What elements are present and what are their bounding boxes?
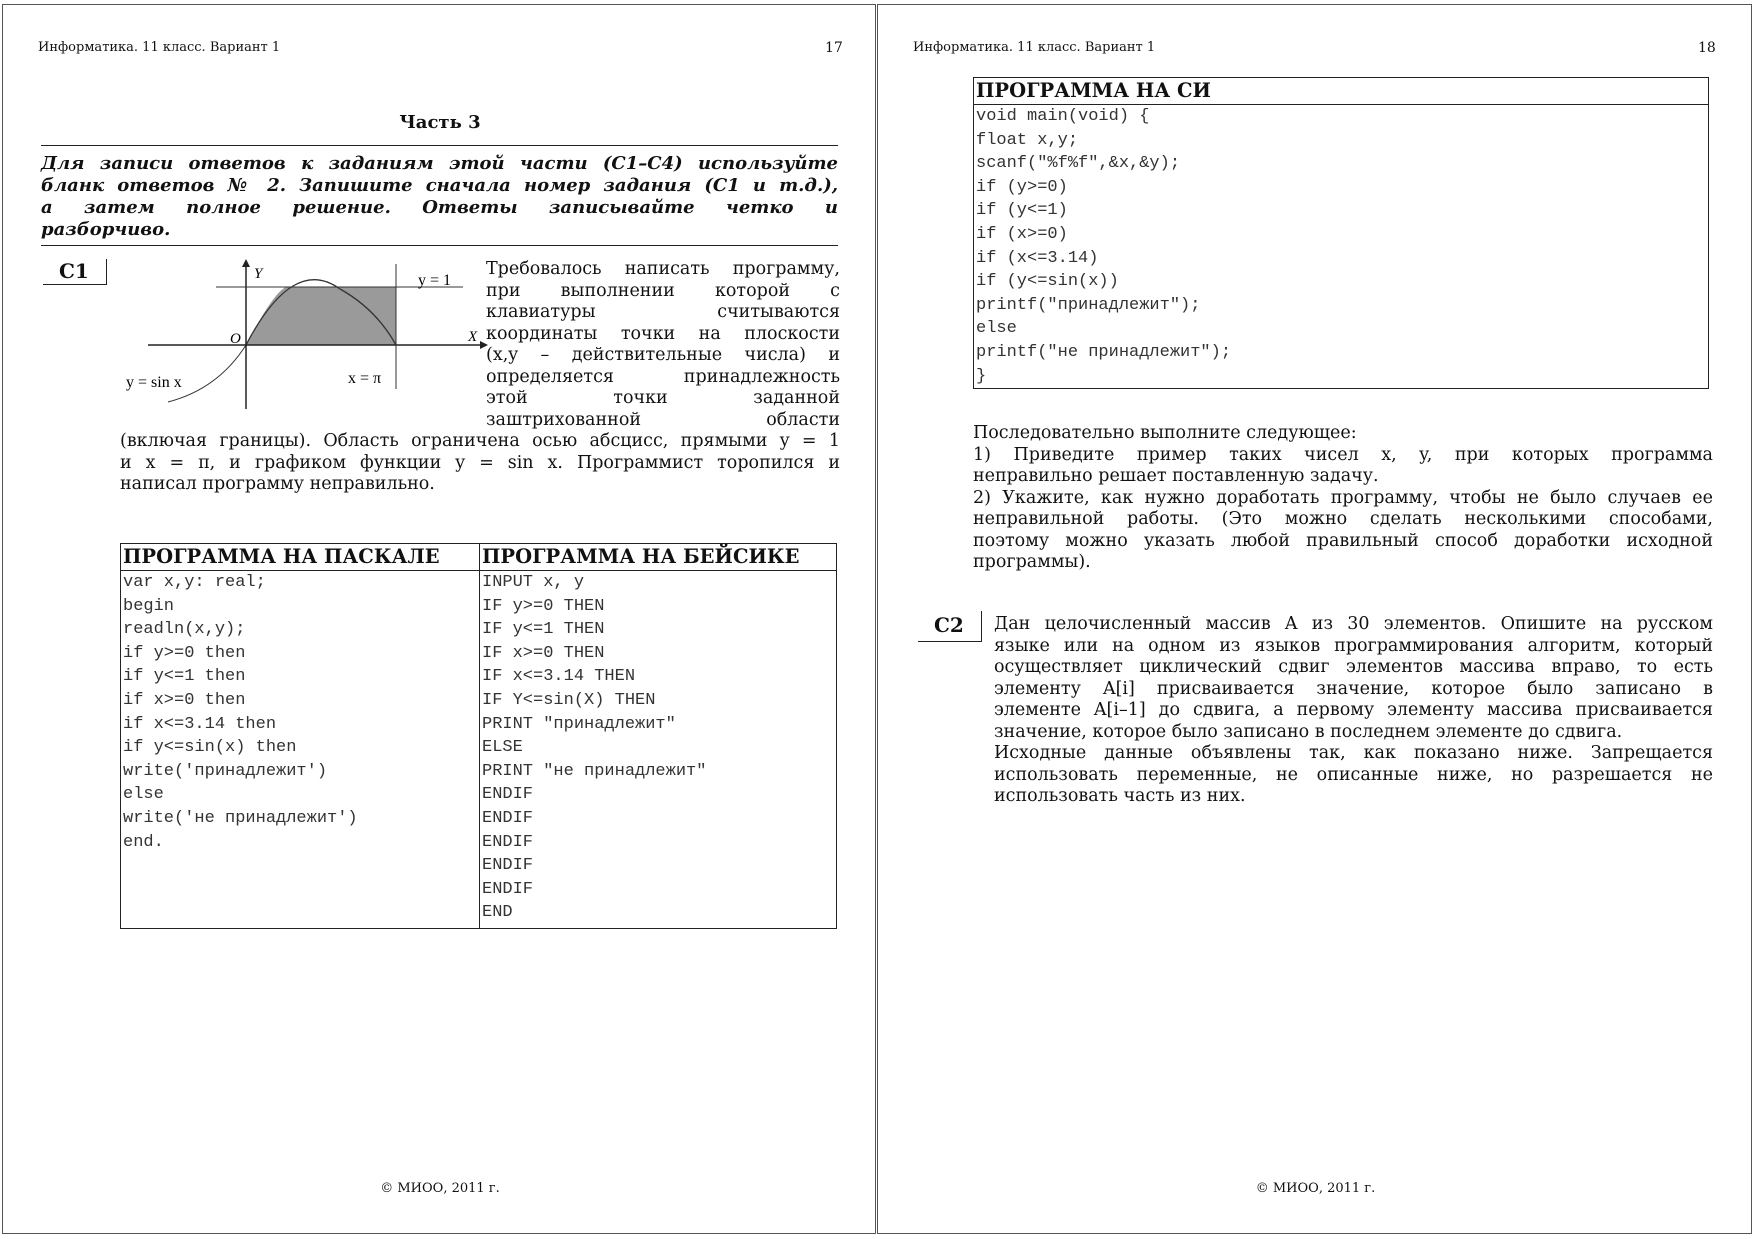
divider-bottom: [41, 245, 838, 246]
pascal-basic-table: [120, 543, 837, 929]
code-line: ELSE: [482, 738, 523, 758]
y-axis-label: Y: [254, 266, 263, 282]
step-line: 1) Приведите пример таких чисел x, y, при которых программа: [973, 444, 1713, 465]
task-label-c1: С1: [43, 259, 107, 285]
code-line: ENDIF: [482, 879, 534, 899]
c1-side-text: [486, 259, 840, 431]
page-number: 18: [1698, 40, 1716, 56]
code-line: end.: [123, 832, 164, 852]
instructions: [41, 153, 838, 241]
right-page: [877, 4, 1752, 1234]
c-program-table: [973, 77, 1709, 389]
divider-top: [41, 145, 838, 146]
c2-text-line: элементе A[i–1] до сдвига, а первому элементу массива присваивается: [994, 700, 1713, 720]
code-line: IF y<=1 THEN: [482, 620, 605, 640]
c-header: ПРОГРАММА НА СИ: [974, 78, 1709, 105]
c1-text-line: заштрихованной области: [486, 409, 840, 430]
code-line: if y<=sin(x) then: [123, 738, 297, 758]
c1-text-line: координаты точки на плоскости: [486, 323, 840, 344]
step-line: программы).: [973, 552, 1091, 572]
basic-header: ПРОГРАММА НА БЕЙСИКЕ: [480, 544, 837, 571]
code-line: INPUT x, y: [482, 573, 585, 592]
c1-text-line: при выполнении которой с: [486, 280, 840, 301]
code-line: if (x<=3.14): [976, 248, 1099, 268]
shaded-region: [246, 287, 396, 345]
instructions-line: а затем полное решение. Ответы записывайте четко и: [41, 197, 838, 218]
task-label-c2: С2: [918, 611, 982, 642]
origin-label: O: [230, 331, 241, 347]
step-line: 2) Укажите, как нужно доработать программу, чтобы не было случаев ее: [973, 487, 1713, 508]
code-line: printf("принадлежит");: [976, 295, 1201, 315]
instructions-line: разборчиво.: [41, 219, 171, 240]
instructions-line: Для записи ответов к заданиям этой части (С1–С4) используйте: [41, 153, 838, 174]
page-header: Информатика. 11 класс. Вариант 1: [913, 40, 1156, 55]
step-line: поэтому можно указать любой правильный способ доработки исходной: [973, 530, 1713, 551]
code-line: begin: [123, 596, 175, 616]
line-y1-label: y = 1: [418, 272, 452, 289]
c1-text-line: (x,y – действительные числа) и: [486, 345, 840, 365]
code-line: if x<=3.14 then: [123, 714, 277, 734]
step-line: неправильной работы. (Это можно сделать несколькими способами,: [973, 509, 1713, 529]
code-line: if y<=1 then: [123, 667, 246, 687]
pascal-header: ПРОГРАММА НА ПАСКАЛЕ: [121, 544, 480, 571]
part-title: Часть 3: [399, 112, 481, 133]
code-line: }: [976, 366, 987, 386]
left-page: [2, 4, 876, 1234]
steps: [973, 423, 1713, 574]
c-code: [974, 105, 1709, 389]
c1-text-line: клавиатуры считываются: [486, 302, 840, 322]
c1-text-line: этой точки заданной: [486, 388, 840, 408]
curve-label: y = sin x: [126, 374, 182, 391]
c1-graph: [118, 259, 488, 419]
code-line: if (y<=1): [976, 201, 1068, 221]
step-line: неправильно решает поставленную задачу.: [973, 466, 1379, 486]
code-line: readln(x,y);: [123, 620, 246, 640]
code-line: ENDIF: [482, 832, 534, 852]
code-line: write('принадлежит'): [123, 761, 328, 781]
code-line: var x,y: real;: [123, 573, 266, 592]
code-line: ENDIF: [482, 808, 534, 828]
c1-text-line: и x = π, и графиком функции y = sin x. Программист торопился и: [120, 452, 840, 473]
c1-text-line: (включая границы). Область ограничена осью абсцисс, прямыми y = 1: [120, 431, 840, 451]
code-line: PRINT "не принадлежит": [482, 761, 707, 781]
page-footer: © МИОО, 2011 г.: [380, 1181, 500, 1196]
c2-text-line: элементу A[i] присваивается значение, которое было записано в: [994, 678, 1713, 699]
c1-full-text: [120, 431, 840, 496]
code-line: if (y<=sin(x)): [976, 272, 1119, 292]
line-xpi-label: x = π: [348, 370, 382, 387]
code-line: float x,y;: [976, 130, 1079, 150]
code-line: if y>=0 then: [123, 643, 246, 663]
instructions-line: бланк ответов № 2. Запишите сначала номер задания (С1 и т.д.),: [41, 175, 838, 196]
c2-text-line: языке или на одном из языков программирования алгоритм, который: [994, 635, 1713, 656]
code-line: IF y>=0 THEN: [482, 596, 605, 616]
code-line: else: [123, 785, 164, 805]
code-line: if x>=0 then: [123, 690, 246, 710]
c1-text-line: написал программу неправильно.: [120, 474, 435, 494]
code-line: PRINT "принадлежит": [482, 714, 676, 734]
c2-text-line: осуществляет циклический сдвиг элементов массива вправо, то есть: [994, 657, 1713, 677]
pascal-code: [121, 571, 480, 929]
c1-text-line: определяется принадлежность: [486, 366, 840, 387]
c2-text: [994, 614, 1713, 808]
code-line: printf("не принадлежит");: [976, 342, 1232, 362]
code-line: if (x>=0): [976, 224, 1068, 244]
c2-text-line: Дан целочисленный массив A из 30 элементов. Опишите на русском: [994, 614, 1713, 634]
code-line: IF x>=0 THEN: [482, 643, 605, 663]
page-number: 17: [825, 40, 843, 56]
c2-text-line: использовать часть из них.: [994, 786, 1246, 806]
code-line: ENDIF: [482, 856, 534, 876]
page-footer: © МИОО, 2011 г.: [1255, 1181, 1376, 1196]
code-line: IF x<=3.14 THEN: [482, 667, 636, 687]
x-axis-label: X: [468, 329, 478, 345]
code-line: END: [482, 903, 513, 923]
c2-text-line: Исходные данные объявлены так, как показано ниже. Запрещается: [994, 743, 1713, 763]
c1-text-line: Требовалось написать программу,: [486, 259, 840, 279]
code-line: void main(void) {: [976, 107, 1150, 126]
code-line: else: [976, 319, 1017, 339]
code-line: IF Y<=sin(X) THEN: [482, 690, 656, 710]
code-line: if (y>=0): [976, 177, 1068, 197]
code-line: scanf("%f%f",&x,&y);: [976, 154, 1181, 174]
c2-text-line: значение, которое было записано в последнем элементе до сдвига.: [994, 721, 1623, 742]
y-axis-arrow: [242, 259, 250, 267]
code-line: ENDIF: [482, 785, 534, 805]
code-line: write('не принадлежит'): [123, 808, 358, 828]
page-header: Информатика. 11 класс. Вариант 1: [38, 40, 281, 55]
basic-code: [480, 571, 837, 929]
c2-text-line: использовать переменные, не описанные ниже, но разрешается не: [994, 764, 1713, 785]
steps-intro: Последовательно выполните следующее:: [973, 423, 1357, 443]
